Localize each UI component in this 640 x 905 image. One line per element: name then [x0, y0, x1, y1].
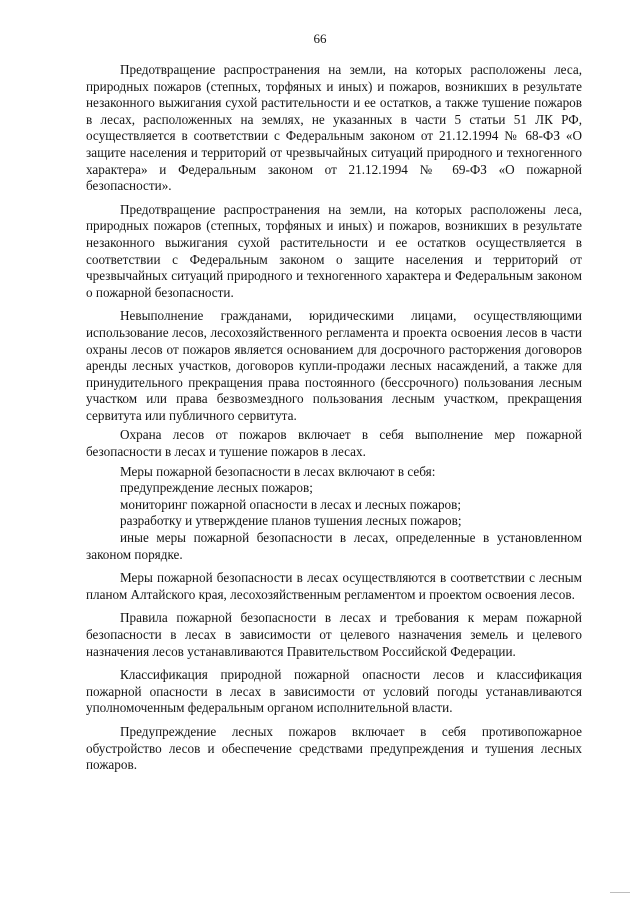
paragraph: Предотвращение распространения на земли, на которых расположены леса, природных пожаров (степных, торфяных и иных) и пожаров, возникших в результате незаконного выжигания сухой растительности и ее остатков, а также тушение пожаров в лесах, расположенных на землях, не указанных в части 5 статьи 51 ЛК РФ, осуществляется в соответствии с Федеральным законом от 21.12.1994 № 68-ФЗ «О защите населения и территорий от чрезвычайных ситуаций природного и техногенного характера» и Федеральным законом от 21.12.1994 № 69-ФЗ «О пожарной безопасности». — [86, 62, 582, 194]
page-number: 66 — [313, 31, 327, 46]
scan-edge-mark — [610, 892, 630, 893]
paragraph: Охрана лесов от пожаров включает в себя выполнение мер пожарной безопасности в лесах и тушение пожаров в лесах. — [86, 427, 582, 460]
list-item: мониторинг пожарной опасности в лесах и лесных пожаров; — [120, 496, 462, 512]
list-item: разработку и утверждение планов тушения лесных пожаров; — [120, 513, 462, 529]
list-item: иные меры пожарной безопасности в лесах, определенные в установленном законом порядке. — [86, 530, 582, 562]
paragraph: Меры пожарной безопасности в лесах осуществляются в соответствии с лесным планом Алтайского края, лесохозяйственным регламентом и проектом освоения лесов. — [86, 570, 582, 602]
list-item: предупреждение лесных пожаров; — [120, 480, 313, 496]
paragraph: Невыполнение гражданами, юридическими лицами, осуществляющими использование лесов, лесохозяйственного регламента и проекта освоения лесов в части охраны лесов от пожаров является основанием для досрочного расторжения договоров аренды лесных участков, договоров купли-продажи лесных насаждений, а также для принудительного прекращения права постоянного (бессрочного) пользования лесным участком или права безвозмездного пользования лесным участком, прекращения сервитута или публичного сервитута. — [86, 308, 582, 423]
paragraph: Предотвращение распространения на земли, на которых расположены леса, природных пожаров (степных, торфяных и иных) и пожаров, возникших в результате незаконного выжигания сухой растительности и ее остатков осуществляется в соответствии с Федеральным законом о защите населения и территорий от чрезвычайных ситуаций природного и техногенного характера и Федеральным законом о пожарной безопасности. — [86, 201, 582, 300]
paragraph: Предупреждение лесных пожаров включает в себя противопожарное обустройство лесов и обеспечение средствами предупреждения и тушения лесных пожаров. — [86, 723, 582, 773]
paragraph: Правила пожарной безопасности в лесах и требования к мерам пожарной безопасности в лесах в зависимости от целевого назначения земель и целевого назначения лесов устанавливаются Правительством Российской Федерации. — [86, 610, 582, 659]
paragraph: Меры пожарной безопасности в лесах включают в себя: — [120, 463, 436, 479]
document-body — [86, 62, 582, 774]
paragraph: Классификация природной пожарной опасности лесов и классификация пожарной опасности в лесах в зависимости от условий погоды устанавливаются уполномоченным федеральным органом исполнительной власти. — [86, 667, 582, 716]
